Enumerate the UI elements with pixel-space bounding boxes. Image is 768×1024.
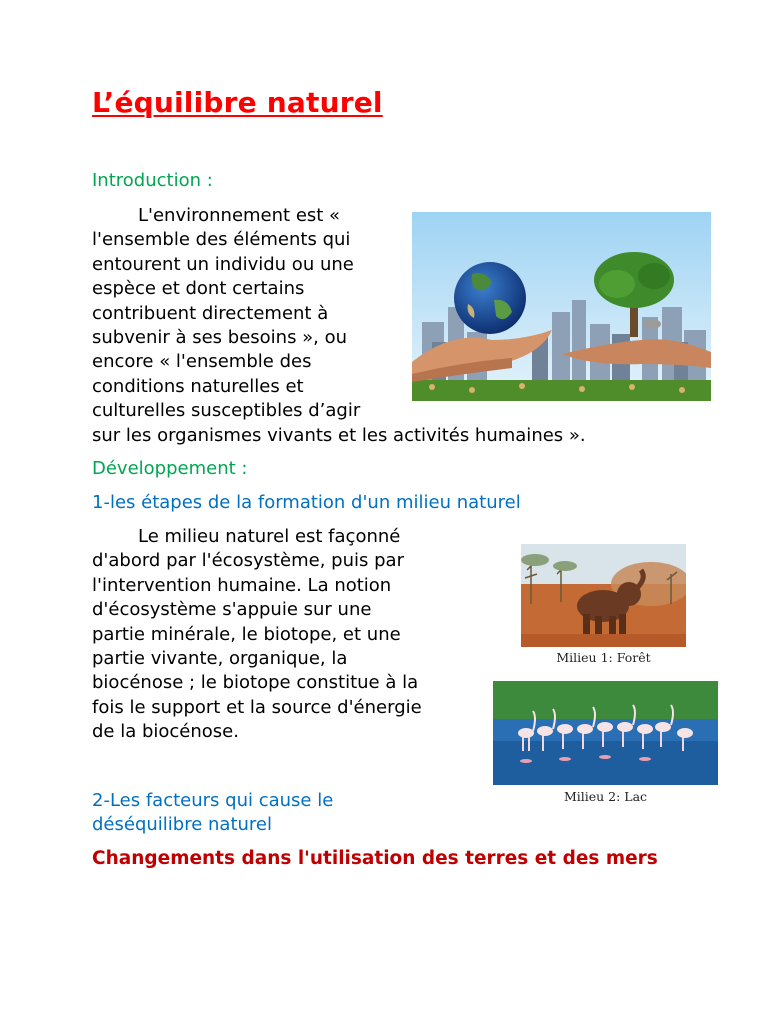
intro-line: subvenir à ses besoins », ou — [92, 327, 348, 349]
section1-line: l'intervention humaine. La notion — [92, 574, 392, 596]
section1-line: biocénose ; le biotope constitue à la — [92, 672, 419, 694]
section1-heading: 1-les étapes de la formation d'un milieu naturel — [92, 492, 521, 513]
intro-line: encore « l'ensemble des — [92, 351, 312, 373]
section1-line: fois le support et la source d'énergie — [92, 696, 422, 718]
section1-line: d'abord par l'écosystème, puis par — [92, 550, 404, 572]
section2-heading — [92, 789, 472, 837]
intro-line: conditions naturelles et — [92, 375, 304, 397]
intro-line: culturelles susceptibles d’agir — [92, 400, 361, 422]
elephant-savanna-image — [521, 544, 686, 647]
figure-caption-milieu2: Milieu 2: Lac — [563, 789, 648, 804]
section1-line: de la biocénose. — [92, 721, 239, 743]
intro-line: espèce et dont certains — [92, 278, 305, 300]
intro-line: entourent un individu ou une — [92, 253, 354, 275]
section1-line: d'écosystème s'appuie sur une — [92, 599, 372, 621]
intro-line: l'ensemble des éléments qui — [92, 229, 351, 251]
section1-paragraph — [92, 525, 482, 745]
earth-hands-image — [412, 212, 711, 401]
intro-line: contribuent directement à — [92, 302, 329, 324]
figure-caption-milieu1: Milieu 1: Forêt — [556, 650, 651, 665]
section1-line: partie vivante, organique, la — [92, 648, 348, 670]
section2-heading-line: déséquilibre naturel — [92, 814, 272, 835]
section2-heading-line: 2-Les facteurs qui cause le — [92, 790, 334, 811]
section1-line: partie minérale, le biotope, et une — [92, 623, 401, 645]
intro-line: sur les organismes vivants et les activités humaines ». — [92, 424, 586, 446]
subheading-land-sea-use: Changements dans l'utilisation des terres et des mers — [92, 848, 658, 869]
intro-line: L'environnement est « — [138, 205, 341, 226]
page-title: L’équilibre naturel — [92, 86, 383, 119]
development-heading: Développement : — [92, 458, 248, 479]
section1-line: Le milieu naturel est façonné — [138, 526, 401, 547]
flamingo-lake-image — [493, 681, 718, 785]
intro-heading: Introduction : — [92, 170, 213, 191]
